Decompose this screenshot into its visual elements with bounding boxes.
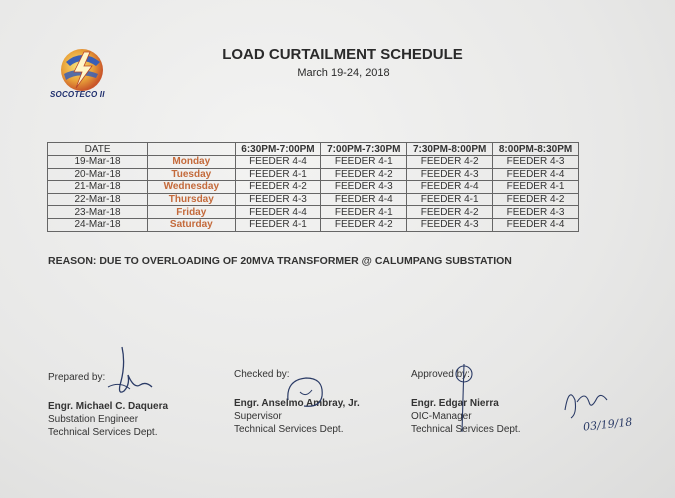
handwritten-date: 03/19/18: [582, 415, 633, 434]
day-cell: Wednesday: [148, 181, 235, 194]
schedule-table: [47, 142, 579, 232]
prepared-position: Substation Engineer: [48, 414, 139, 425]
feeder-cell: FEEDER 4-3: [235, 193, 321, 206]
feeder-cell: FEEDER 4-2: [407, 156, 493, 169]
feeder-cell: FEEDER 4-3: [493, 206, 579, 219]
feeder-cell: FEEDER 4-3: [407, 218, 493, 231]
feeder-cell: FEEDER 4-4: [235, 156, 321, 169]
feeder-cell: FEEDER 4-4: [407, 181, 493, 194]
feeder-cell: FEEDER 4-1: [235, 218, 321, 231]
feeder-cell: FEEDER 4-1: [235, 168, 321, 181]
page-subtitle: March 19-24, 2018: [297, 67, 390, 79]
day-cell: Friday: [148, 206, 235, 219]
approved-position: OIC-Manager: [411, 411, 472, 422]
feeder-cell: FEEDER 4-1: [493, 181, 579, 194]
header-day: [148, 143, 235, 156]
prepared-dept: Technical Services Dept.: [48, 427, 158, 438]
table-row: [48, 206, 579, 219]
date-cell: 24-Mar-18: [48, 218, 148, 231]
feeder-cell: FEEDER 4-1: [321, 206, 407, 219]
page-title: LOAD CURTAILMENT SCHEDULE: [222, 46, 463, 63]
feeder-cell: FEEDER 4-4: [493, 168, 579, 181]
feeder-cell: FEEDER 4-1: [321, 156, 407, 169]
header-slot-4: 8:00PM-8:30PM: [493, 143, 579, 156]
date-cell: 19-Mar-18: [48, 156, 148, 169]
feeder-cell: FEEDER 4-2: [493, 193, 579, 206]
checked-label: Checked by:: [234, 369, 290, 380]
date-cell: 22-Mar-18: [48, 193, 148, 206]
feeder-cell: FEEDER 4-3: [321, 181, 407, 194]
feeder-cell: FEEDER 4-3: [407, 168, 493, 181]
approved-dept: Technical Services Dept.: [411, 424, 521, 435]
table-header-row: [48, 143, 579, 156]
feeder-cell: FEEDER 4-3: [493, 156, 579, 169]
prepared-label: Prepared by:: [48, 372, 106, 383]
table-row: [48, 193, 579, 206]
approved-label: Approved by:: [411, 369, 470, 380]
feeder-cell: FEEDER 4-2: [321, 218, 407, 231]
checked-signature-icon: [282, 372, 332, 412]
header-slot-1: 6:30PM-7:00PM: [235, 143, 321, 156]
feeder-cell: FEEDER 4-4: [321, 193, 407, 206]
header-date: DATE: [48, 143, 148, 156]
table-row: [48, 156, 579, 169]
prepared-name: Engr. Michael C. Daquera: [48, 401, 169, 412]
day-cell: Saturday: [148, 218, 235, 231]
feeder-cell: FEEDER 4-2: [321, 168, 407, 181]
header-slot-3: 7:30PM-8:00PM: [407, 143, 493, 156]
date-cell: 23-Mar-18: [48, 206, 148, 219]
prepared-signature-icon: [100, 345, 160, 405]
date-cell: 20-Mar-18: [48, 168, 148, 181]
feeder-cell: FEEDER 4-4: [493, 218, 579, 231]
feeder-cell: FEEDER 4-1: [407, 193, 493, 206]
table-row: [48, 181, 579, 194]
header-slot-2: 7:00PM-7:30PM: [321, 143, 407, 156]
feeder-cell: FEEDER 4-2: [407, 206, 493, 219]
table-row: [48, 168, 579, 181]
table-row: [48, 218, 579, 231]
approved-signature-icon: [446, 356, 482, 436]
day-cell: Tuesday: [148, 168, 235, 181]
feeder-cell: FEEDER 4-4: [235, 206, 321, 219]
checked-dept: Technical Services Dept.: [234, 424, 344, 435]
day-cell: Thursday: [148, 193, 235, 206]
checked-name: Engr. Anselmo Ambray, Jr.: [234, 398, 360, 409]
checked-position: Supervisor: [234, 411, 282, 422]
approved-name: Engr. Edgar Nierra: [411, 398, 499, 409]
day-cell: Monday: [148, 156, 235, 169]
feeder-cell: FEEDER 4-2: [235, 181, 321, 194]
reason-text: REASON: DUE TO OVERLOADING OF 20MVA TRANSFORMER @ CALUMPANG SUBSTATION: [48, 255, 512, 267]
date-cell: 21-Mar-18: [48, 181, 148, 194]
logo-text: SOCOTECO II: [50, 90, 105, 99]
